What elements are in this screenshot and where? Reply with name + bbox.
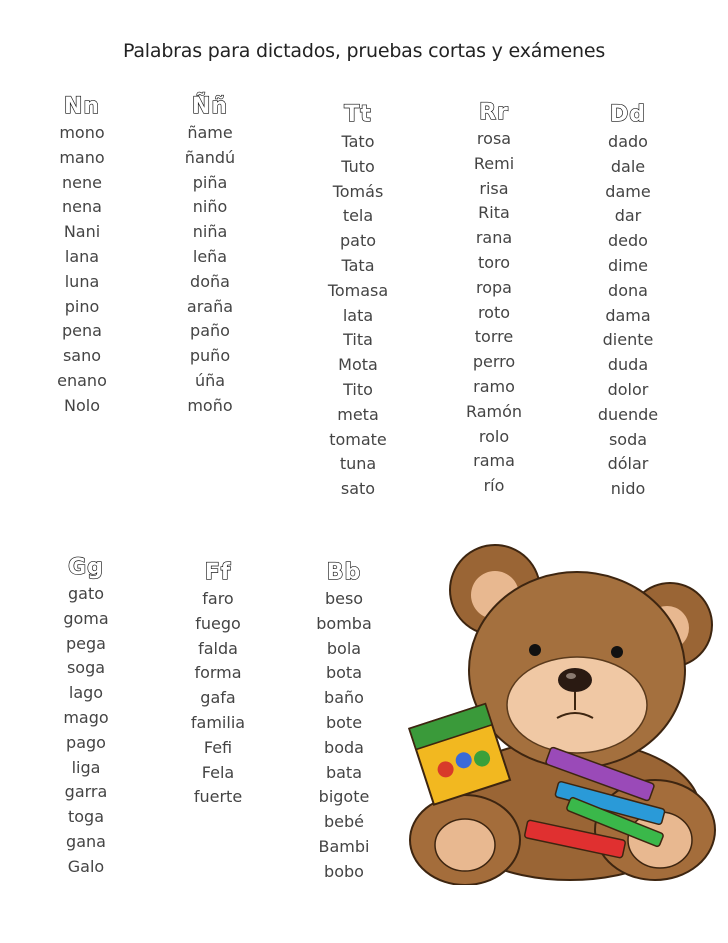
word-item: bola bbox=[326, 638, 362, 658]
word-item: dólar bbox=[607, 454, 649, 474]
word-item: goma bbox=[63, 608, 109, 628]
word-item: bomba bbox=[316, 613, 372, 633]
word-item: fuego bbox=[195, 613, 241, 633]
word-item: luna bbox=[64, 271, 100, 291]
word-item: Tato bbox=[341, 132, 375, 151]
word-item: Tomás bbox=[332, 181, 384, 201]
word-column-bb bbox=[284, 560, 404, 885]
word-item: moño bbox=[187, 395, 233, 415]
word-item: doña bbox=[190, 271, 230, 291]
word-item: dale bbox=[610, 156, 646, 176]
word-item: bota bbox=[325, 663, 363, 683]
word-item: dona bbox=[608, 280, 648, 300]
word-item: Bambi bbox=[318, 836, 370, 856]
word-item: perro bbox=[472, 352, 516, 372]
column-header: Ññ bbox=[191, 94, 229, 119]
word-item: tuna bbox=[339, 454, 377, 474]
word-list bbox=[568, 130, 688, 502]
column-header: Bb bbox=[326, 560, 362, 585]
word-item: toro bbox=[477, 252, 511, 272]
word-item: Tomasa bbox=[327, 280, 389, 300]
word-item: fuerte bbox=[193, 787, 243, 807]
word-item: dama bbox=[605, 305, 651, 325]
word-item: Mota bbox=[338, 355, 378, 375]
word-list bbox=[298, 130, 418, 502]
word-item: rana bbox=[475, 228, 513, 248]
word-item: falda bbox=[198, 638, 238, 658]
word-list bbox=[158, 587, 278, 810]
word-item: nido bbox=[610, 479, 646, 499]
word-item: ñandú bbox=[184, 147, 236, 167]
word-item: rama bbox=[473, 451, 515, 471]
word-item: dado bbox=[608, 132, 648, 151]
word-item: bobo bbox=[324, 861, 364, 881]
word-item: bata bbox=[325, 762, 363, 782]
word-item: meta bbox=[337, 404, 379, 424]
word-item: Remi bbox=[473, 153, 515, 173]
word-item: ropa bbox=[476, 277, 512, 297]
word-item: rolo bbox=[478, 426, 510, 446]
word-item: dame bbox=[605, 181, 651, 201]
word-item: soda bbox=[608, 429, 648, 449]
word-list bbox=[26, 582, 146, 880]
column-header: Tt bbox=[344, 102, 372, 127]
word-item: soga bbox=[66, 658, 106, 678]
column-header: Dd bbox=[609, 102, 646, 127]
word-item: Tito bbox=[343, 379, 373, 399]
word-item: roto bbox=[477, 302, 511, 322]
word-column-ff bbox=[158, 560, 278, 810]
word-item: baño bbox=[324, 688, 364, 708]
word-item: pino bbox=[64, 296, 100, 316]
word-item: dar bbox=[614, 206, 642, 226]
word-item: dolor bbox=[607, 379, 649, 399]
word-item: dime bbox=[607, 255, 649, 275]
column-header: Rr bbox=[479, 100, 509, 125]
word-item: liga bbox=[71, 757, 101, 777]
word-item: dedo bbox=[608, 231, 648, 251]
word-item: diente bbox=[602, 330, 654, 350]
word-item: faro bbox=[202, 589, 234, 608]
word-item: tomate bbox=[329, 429, 387, 449]
word-item: pena bbox=[62, 321, 102, 341]
word-item: garra bbox=[64, 782, 108, 802]
word-item: bigote bbox=[318, 787, 370, 807]
word-item: risa bbox=[479, 178, 509, 198]
word-column-nn-tilde bbox=[150, 94, 270, 419]
word-item: niña bbox=[192, 222, 228, 242]
word-list bbox=[284, 587, 404, 885]
word-item: duende bbox=[597, 404, 659, 424]
word-item: rosa bbox=[476, 129, 512, 148]
word-item: tela bbox=[342, 206, 374, 226]
word-column-gg bbox=[26, 555, 146, 880]
word-item: Fela bbox=[201, 762, 235, 782]
word-item: Nani bbox=[63, 222, 101, 242]
word-item: mago bbox=[63, 707, 109, 727]
word-item: puño bbox=[189, 346, 231, 366]
word-item: pega bbox=[66, 633, 106, 653]
word-item: enano bbox=[57, 370, 107, 390]
word-item: boda bbox=[324, 737, 364, 757]
word-item: lago bbox=[68, 683, 104, 703]
word-item: gato bbox=[67, 584, 105, 603]
word-item: gana bbox=[66, 831, 106, 851]
word-column-nn bbox=[22, 94, 142, 419]
teddy-bear-illustration bbox=[405, 540, 720, 885]
word-item: Tita bbox=[343, 330, 373, 350]
word-item: Tata bbox=[341, 255, 375, 275]
word-item: familia bbox=[190, 712, 246, 732]
word-item: Rita bbox=[478, 203, 510, 223]
word-item: mano bbox=[59, 147, 105, 167]
word-item: paño bbox=[190, 321, 230, 341]
word-item: beso bbox=[324, 589, 364, 608]
word-item: lana bbox=[64, 246, 100, 266]
word-item: pago bbox=[66, 732, 106, 752]
word-item: nene bbox=[62, 172, 102, 192]
word-list bbox=[434, 127, 554, 499]
word-item: Nolo bbox=[64, 395, 100, 415]
word-item: úña bbox=[194, 370, 226, 390]
column-header: Nn bbox=[63, 94, 101, 119]
word-item: bebé bbox=[324, 812, 364, 832]
word-column-dd bbox=[568, 102, 688, 502]
word-list bbox=[22, 121, 142, 419]
word-column-tt bbox=[298, 102, 418, 502]
word-item: duda bbox=[607, 355, 649, 375]
word-item: araña bbox=[186, 296, 234, 316]
word-item: Tuto bbox=[341, 156, 375, 176]
page-title: Palabras para dictados, pruebas cortas y exámenes bbox=[122, 40, 606, 62]
word-item: nena bbox=[62, 197, 102, 217]
word-item: leña bbox=[192, 246, 228, 266]
word-item: ramo bbox=[473, 376, 515, 396]
word-item: Fefi bbox=[203, 737, 233, 757]
word-item: río bbox=[483, 476, 505, 496]
word-item: bote bbox=[325, 712, 363, 732]
word-column-rr bbox=[434, 100, 554, 499]
word-item: mono bbox=[59, 123, 105, 142]
word-item: torre bbox=[474, 327, 514, 347]
word-item: forma bbox=[194, 663, 242, 683]
column-header: Ff bbox=[204, 560, 232, 585]
word-item: sano bbox=[62, 346, 102, 366]
word-item: toga bbox=[67, 807, 105, 827]
word-item: gafa bbox=[200, 688, 236, 708]
column-header: Gg bbox=[68, 555, 104, 580]
word-item: piña bbox=[192, 172, 228, 192]
word-list bbox=[150, 121, 270, 419]
word-item: Ramón bbox=[465, 401, 523, 421]
word-item: Galo bbox=[67, 856, 105, 876]
word-item: sato bbox=[340, 479, 376, 499]
word-item: lata bbox=[342, 305, 374, 325]
word-item: niño bbox=[192, 197, 228, 217]
word-item: pato bbox=[339, 231, 377, 251]
word-item: ñame bbox=[187, 123, 233, 142]
